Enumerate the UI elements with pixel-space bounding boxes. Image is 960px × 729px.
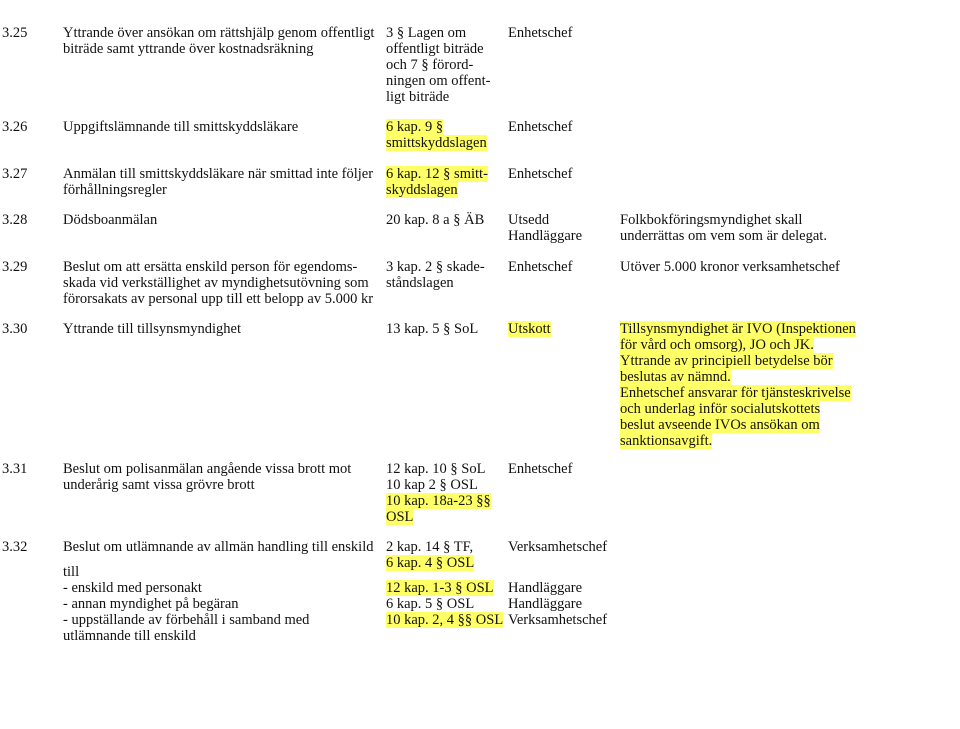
item-note: Tillsynsmyndighet är IVO (Inspektionen för vård och omsorg), JO och JK. Yttrande av principiell betydelse bör beslutas av nämnd. Enhetschef ansvarar för tjänsteskrivelse och underlag inför socialutskottets beslut avseende IVOs ansökan om sanktionsavgift. bbox=[620, 321, 856, 449]
item-number: 3.29 bbox=[2, 259, 28, 275]
item-description: Beslut om utlämnande av allmän handling till enskild till - enskild med personakt - annan myndighet på begäran - uppställande av förbehåll i samband med utlämnande till enskild bbox=[63, 539, 374, 644]
item-law-reference: 20 kap. 8 a § ÄB bbox=[386, 212, 485, 228]
item-description: Beslut om polisanmälan angående vissa brott mot underårig samt vissa grövre brott bbox=[63, 461, 352, 493]
item-note: Folkbokföringsmyndighet skall underrättas om vem som är delegat. bbox=[620, 212, 827, 244]
item-law-reference: 13 kap. 5 § SoL bbox=[386, 321, 479, 337]
item-law-reference: 3 kap. 2 § skade- ståndslagen bbox=[386, 259, 485, 291]
item-delegate: Utskott bbox=[508, 321, 551, 337]
item-number: 3.27 bbox=[2, 166, 28, 182]
item-note: Utöver 5.000 kronor verksamhetschef bbox=[620, 259, 840, 275]
item-number: 3.25 bbox=[2, 25, 28, 41]
item-delegate: Enhetschef bbox=[508, 119, 573, 135]
item-delegate: Enhetschef bbox=[508, 166, 573, 182]
item-number: 3.32 bbox=[2, 539, 28, 555]
item-law-reference: 6 kap. 9 § smittskyddslagen bbox=[386, 119, 487, 151]
item-description: Anmälan till smittskyddsläkare när smittad inte följer förhållningsregler bbox=[63, 166, 374, 198]
item-delegate: Enhetschef bbox=[508, 461, 573, 477]
item-delegate: Enhetschef bbox=[508, 259, 573, 275]
item-law-reference: 2 kap. 14 § TF, 6 kap. 4 § OSL 12 kap. 1-3 § OSL 6 kap. 5 § OSL 10 kap. 2, 4 §§ OSL bbox=[386, 539, 504, 628]
item-description: Yttrande över ansökan om rättshjälp genom offentligt biträde samt yttrande över kostnadsräkning bbox=[63, 25, 375, 57]
item-description: Beslut om att ersätta enskild person för egendoms- skada vid verkställighet av myndighetsutövning som förorsakats av personal upp till ett belopp av 5.000 kr bbox=[63, 259, 374, 307]
item-number: 3.26 bbox=[2, 119, 28, 135]
item-delegate: Enhetschef bbox=[508, 25, 573, 41]
item-law-reference: 6 kap. 12 § smitt- skyddslagen bbox=[386, 166, 488, 198]
item-number: 3.30 bbox=[2, 321, 28, 337]
item-law-reference: 12 kap. 10 § SoL 10 kap 2 § OSL 10 kap. 18a-23 §§ OSL bbox=[386, 461, 491, 525]
item-description: Dödsboanmälan bbox=[63, 212, 158, 228]
item-delegate: Utsedd Handläggare bbox=[508, 212, 583, 244]
item-delegate: Verksamhetschef Handläggare Handläggare Verksamhetschef bbox=[508, 539, 608, 628]
item-description: Yttrande till tillsynsmyndighet bbox=[63, 321, 242, 337]
item-description: Uppgiftslämnande till smittskyddsläkare bbox=[63, 119, 299, 135]
item-number: 3.28 bbox=[2, 212, 28, 228]
item-law-reference: 3 § Lagen om offentligt biträde och 7 § förord- ningen om offent- ligt biträde bbox=[386, 25, 491, 105]
item-number: 3.31 bbox=[2, 461, 28, 477]
